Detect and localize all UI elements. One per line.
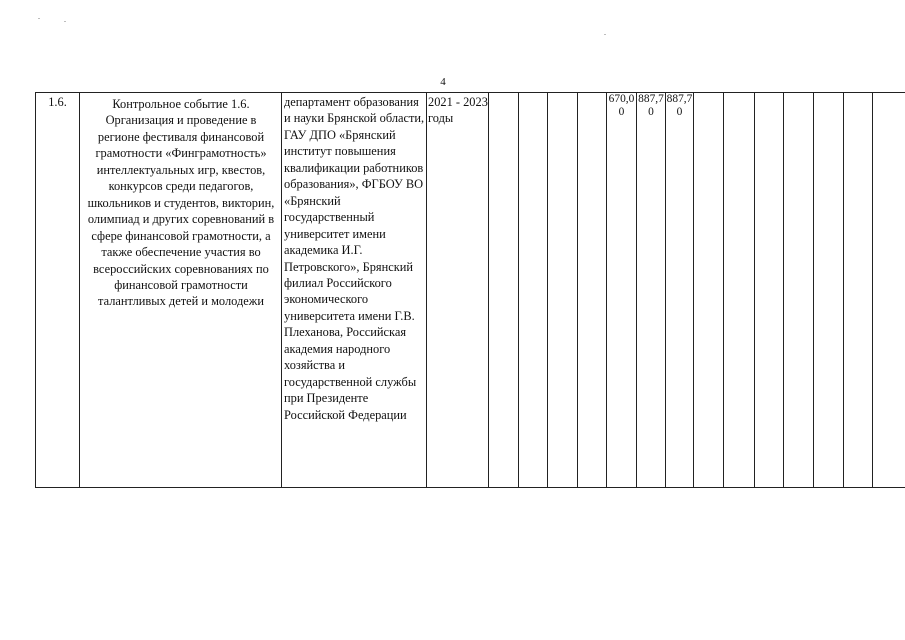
value-cell	[724, 93, 755, 488]
scan-speck	[604, 34, 606, 35]
page-number: 4	[440, 76, 446, 88]
value-cell	[578, 93, 607, 488]
value-cell	[694, 93, 724, 488]
value-cell-2023: 887,70	[666, 93, 694, 488]
implementation-period: 2021 - 2023 годы	[427, 93, 489, 488]
row-index: 1.6.	[36, 93, 80, 488]
value-cell	[814, 93, 844, 488]
scan-speck	[38, 18, 40, 19]
value-cell	[844, 93, 873, 488]
responsible-organizations: департамент образования и науки Брянской области, ГАУ ДПО «Брянский институт повышения квалификации работников образования», ФГБОУ ВО «Брянский государственный университет имени академика И.Г. Петровского», Брянский филиал Российского экономического университета имени Г.В. Плеханова, Российская академия народного хозяйства и государственной службы при Президенте Российской Федерации	[282, 93, 427, 488]
value-cell	[548, 93, 578, 488]
scan-speck	[64, 21, 66, 22]
value-cell	[784, 93, 814, 488]
value-cell-2021: 670,00	[607, 93, 637, 488]
plan-table	[35, 92, 905, 488]
table-row	[36, 93, 905, 488]
value-cell	[489, 93, 519, 488]
value-cell	[519, 93, 548, 488]
value-cell	[873, 93, 905, 488]
value-cell-2022: 887,70	[637, 93, 666, 488]
event-description: Контрольное событие 1.6. Организация и проведение в регионе фестиваля финансовой грамотности «Финграмотность» интеллектуальных игр, квестов, конкурсов среди педагогов, школьников и студентов, викторин, олимпиад и других соревнований в сфере финансовой грамотности, а также обеспечение участия во всероссийских соревнованиях по финансовой грамотности талантливых детей и молодежи	[80, 93, 282, 488]
value-cell	[755, 93, 784, 488]
